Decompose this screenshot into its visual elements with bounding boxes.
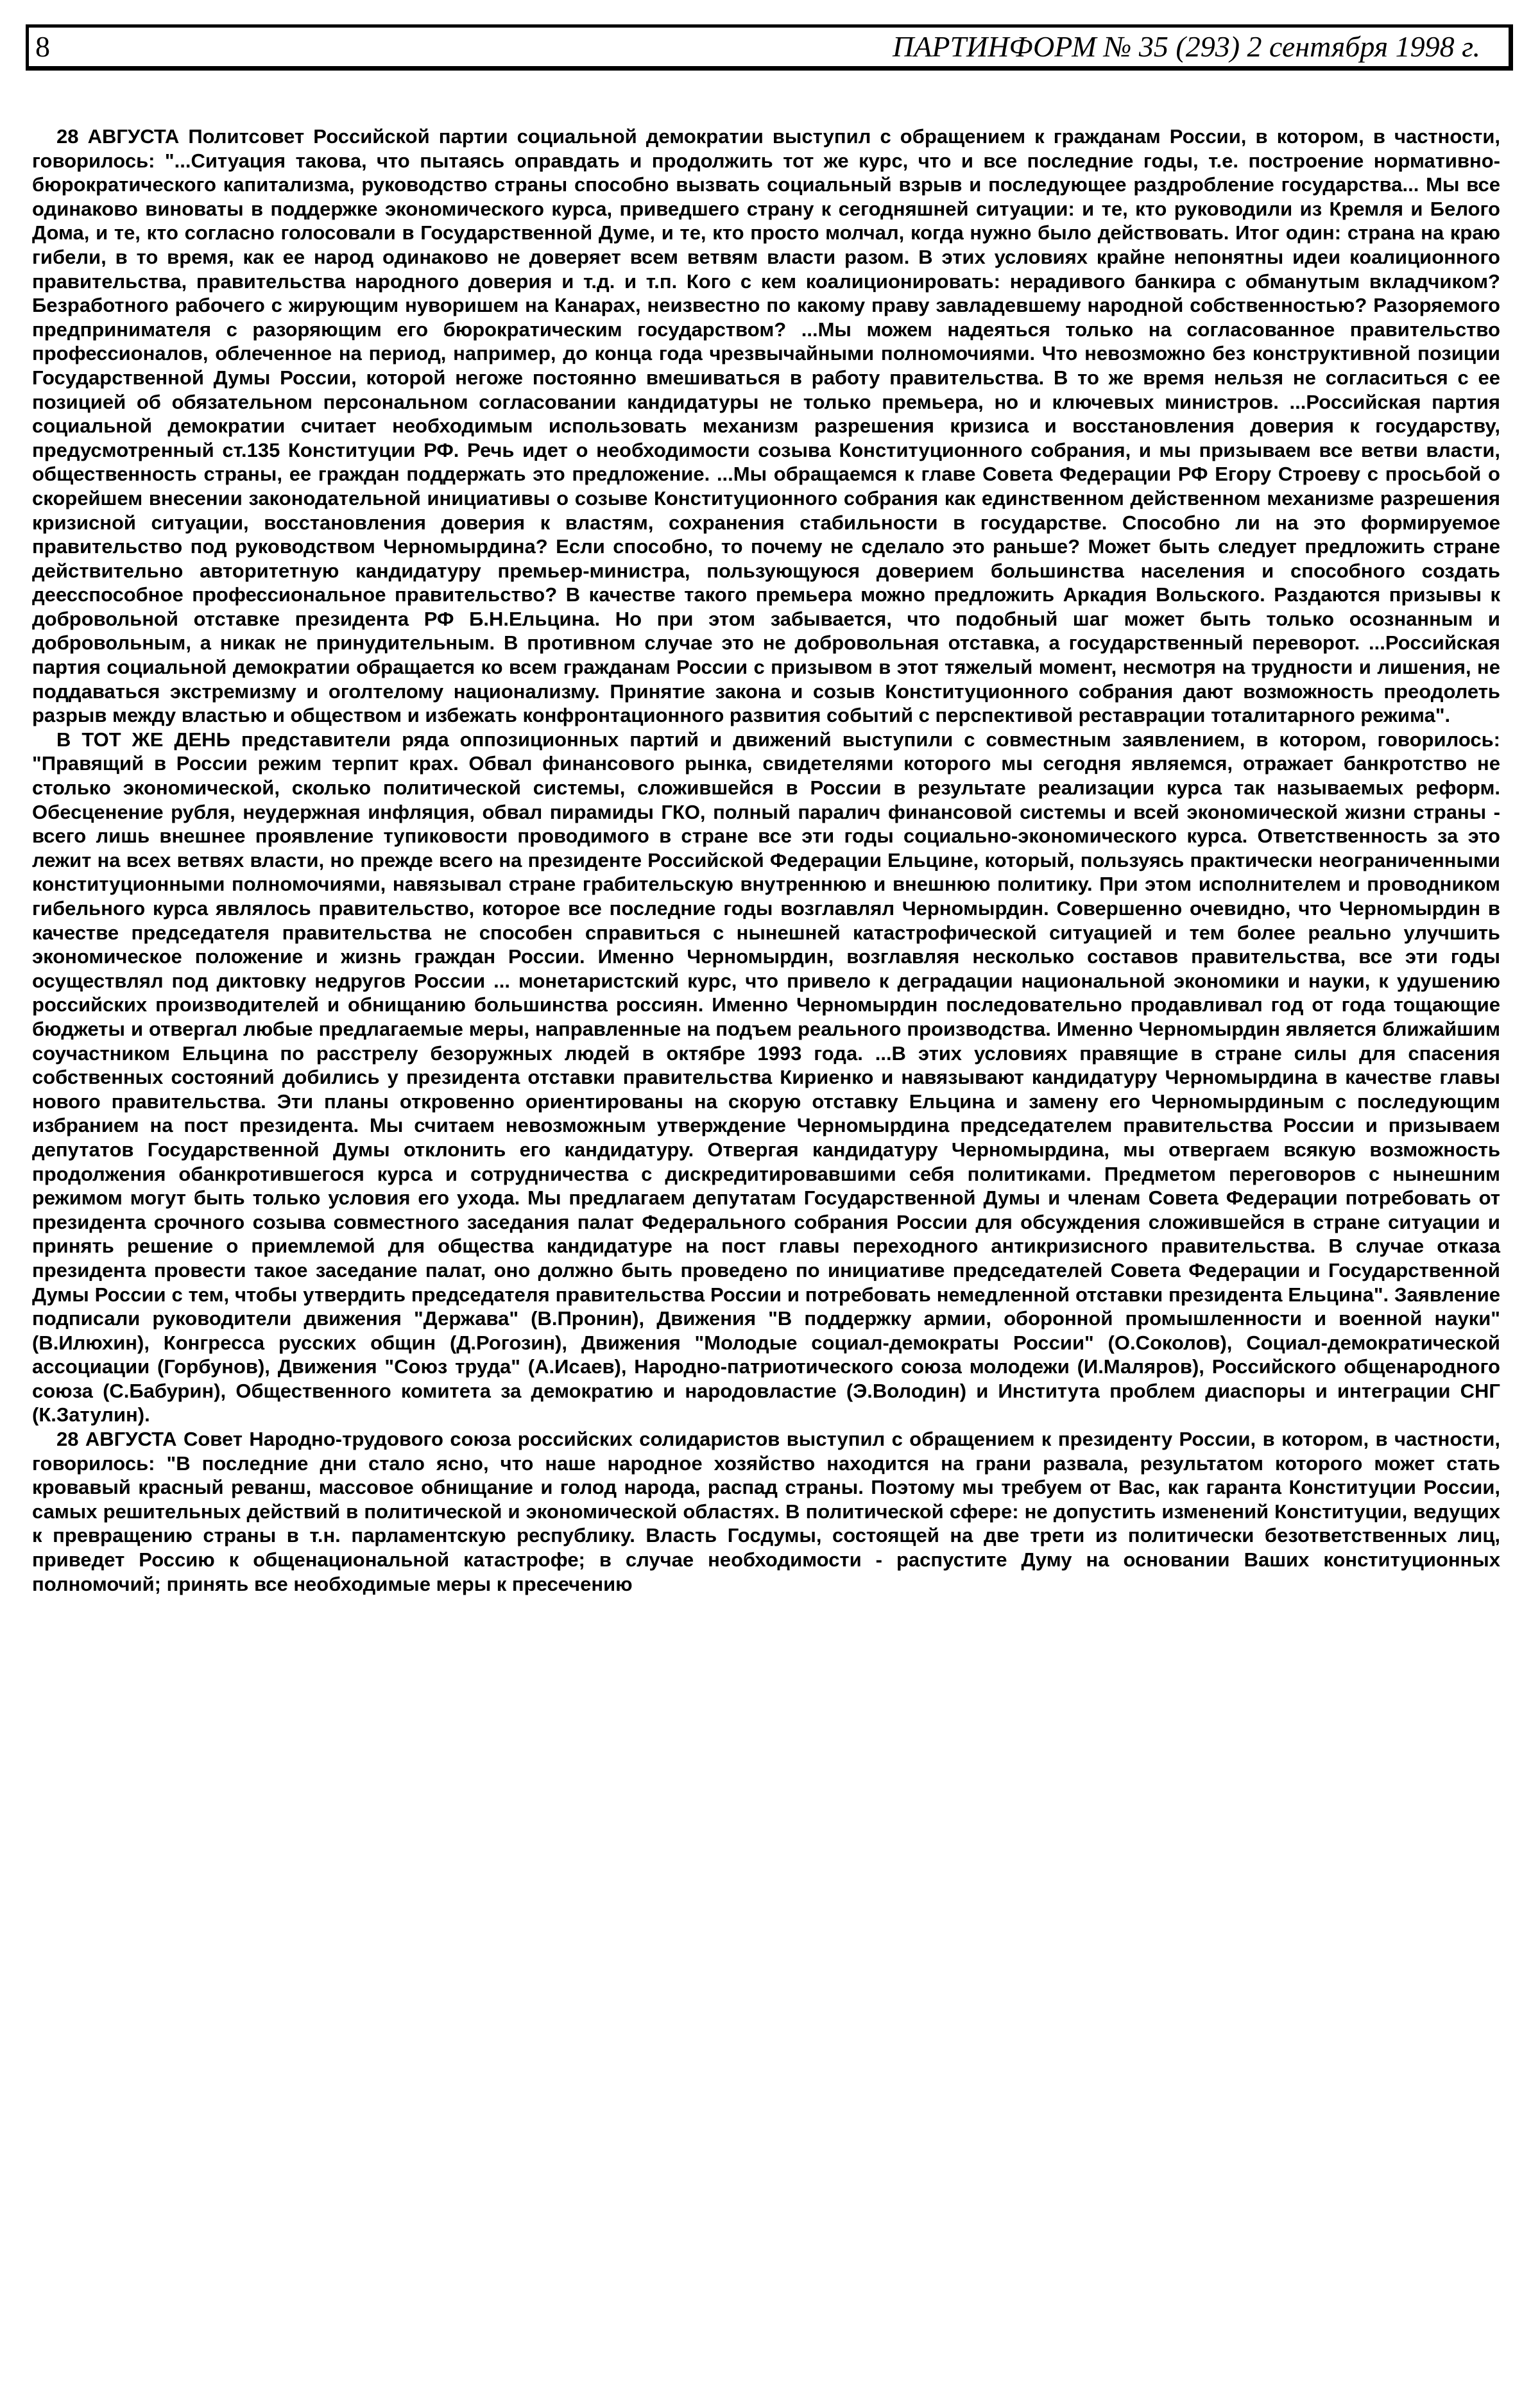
paragraph-lead: 28 АВГУСТА [56,125,180,148]
paragraph-lead: В ТОТ ЖЕ ДЕНЬ [56,728,230,751]
paragraph-text: представители ряда оппозиционных партий и движений выступили с совместным заявлением, в котором, говорилось: "Правящий в России режим терпит крах. Обвал финансового рынка, свидетелями которого мы сегодня являемся, отражает банкротство не столько экономической, сколько политической системы, сложившейся в России в результате реализации курса так называемых реформ. Обесценение рубля, неудержная инфляция, обвал пирамиды ГКО, полный паралич финансовой системы и всей экономической жизни страны - всего лишь внешнее проявление тупиковости проводимого в стране все эти годы социально-экономического курса. Ответственность за это лежит на всех ветвях власти, но прежде всего на президенте Российской Федерации Ельцине, который, пользуясь практически неограниченными конституционными полномочиями, навязывал стране грабительскую внутреннюю и внешнюю политику. При этом исполнителем и проводником гибельного курса являлось правительство, которое все последние годы возглавлял Черномырдин. Совершенно очевидно, что Черномырдин в качестве председателя правительства не способен справиться с нынешней катастрофической ситуацией и тем более реально улучшить экономическое положение и жизнь граждан России. Именно Черномырдин, возглавляя несколько составов правительства, все эти годы осуществлял под диктовку недругов России ... монетаристский курс, что привело к деградации национальной экономики и науки, к удушению российских производителей и обнищанию большинства россиян. Именно Черномырдин последовательно продавливал год от года тощающие бюджеты и отвергал любые предлагаемые меры, направленные на подъем реального производства. Именно Черномырдин является ближайшим соучастником Ельцина по расстрелу безоружных людей в октябре 1993 года. ...В этих условиях правящие в стране силы для спасения собственных состояний добились у президента отставки правительства Кириенко и навязывают кандидатуру Черномырдина в качестве главы нового правительства. Эти планы откровенно ориентированы на скорую отставку Ельцина и замену его Черномырдиным с последующим избранием на пост президента. Мы считаем невозможным утверждение Черномырдина председателем правительства России и призываем депутатов Государственной Думы отклонить его кандидатуру. Отвергая кандидатуру Черномырдина, мы отвергаем всякую возможность продолжения обанкротившегося курса и сотрудничества с дискредитировавшими себя политиками. Предметом переговоров с нынешним режимом могут быть только условия его ухода. Мы предлагаем депутатам Государственной Думы и членам Совета Федерации потребовать от президента срочного созыва совместного заседания палат Федерального собрания России для обсуждения сложившейся в стране ситуации и принять решение о приемлемой для общества кандидатуре на пост главы переходного антикризисного правительства. В случае отказа президента провести такое заседание палат, оно должно быть проведено по инициативе председателей Совета Федерации и Государственной Думы России с тем, чтобы утвердить председателя правительства России и потребовать немедленной отставки президента Ельцина". Заявление подписали руководители движения "Держава" (В.Пронин), Движения "В поддержку армии, оборонной промышленности и военной науки" (В.Илюхин), Конгресса русских общин (Д.Рогозин), Движения "Молодые социал-демократы России" (О.Соколов), Социал-демократической ассоциации (Горбунов), Движения "Союз труда" (А.Исаев), Народно-патриотического союза молодежи (И.Маляров), Российского общенародного союза (С.Бабурин), Общественного комитета за демократию и народовластие (Э.Володин) и Института проблем диаспоры и интеграции СНГ (К.Затулин). [32,728,1500,1427]
paragraph-text: Совет Народно-трудового союза российских солидаристов выступил с обращением к президенту России, в котором, в частности, говорилось: "В последние дни стало ясно, что наше народное хозяйство находится на грани развала, результатом которого может стать кровавый красный реванш, массовое обнищание и голод народа, распад страны. Поэтому мы требуем от Вас, как гаранта Конституции России, самых решительных действий в политической и экономической областях. В политической сфере: не допустить изменений Конституции, ведущих к превращению страны в т.н. парламентскую республику. Власть Госдумы, состоящей на две трети из политически безответственных лиц, приведет Россию к общенациональной катастрофе; в случае необходимости - распустите Думу на основании Ваших конституционных полномочий; принять все необходимые меры к пресечению [32,1428,1500,1595]
article-body [32,124,1500,1596]
paragraph-text: Политсовет Российской партии социальной демократии выступил с обращением к гражданам России, в котором, в частности, говорилось: "...Ситуация такова, что пытаясь оправдать и продолжить тот же курс, что и все последние годы, т.е. построение нормативно-бюрократического капитализма, руководство страны способно вызвать социальный взрыв и последующее раздробление государства... Мы все одинаково виноваты в поддержке экономического курса, приведшего страну к сегодняшней ситуации: и те, кто руководили из Кремля и Белого Дома, и те, кто согласно голосовали в Государственной Думе, и те, кто просто молчал, когда нужно было действовать. Итог один: страна на краю гибели, в то время, как ее народ одинаково не доверяет всем ветвям власти разом. В этих условиях крайне непонятны идеи коалиционного правительства, правительства народного доверия и т.д. и т.п. Кого с кем коалиционировать: нерадивого банкира с обманутым вкладчиком? Безработного рабочего с жирующим нуворишем на Канарах, неизвестно по какому праву завладевшему народной собственностью? Разоряемого предпринимателя с разоряющим его бюрократическим государством? ...Мы можем надеяться только на согласованное правительство профессионалов, облеченное на период, например, до конца года чрезвычайными полномочиями. Что невозможно без конструктивной позиции Государственной Думы России, которой негоже постоянно вмешиваться в работу правительства. В то же время нельзя не согласиться с ее позицией об обязательном персональном согласовании кандидатуры не только премьера, но и ключевых министров. ...Российская партия социальной демократии считает необходимым использовать механизм разрешения кризиса и восстановления доверия к государству, предусмотренный ст.135 Конституции РФ. Речь идет о необходимости созыва Конституционного собрания, и мы призываем все ветви власти, общественность страны, ее граждан поддержать это предложение. ...Мы обращаемся к главе Совета Федерации РФ Егору Строеву с просьбой о скорейшем внесении законодательной инициативы о созыве Конституционного собрания как единственном действенном механизме разрешения кризисной ситуации, восстановления доверия к властям, сохранения стабильности в государстве. Способно ли на это формируемое правительство под руководством Черномырдина? Если способно, то почему не сделало это раньше? Может быть следует предложить стране действительно авторитетную кандидатуру премьер-министра, пользующуюся доверием большинства населения и способного создать деесспособное профессиональное правительство? В качестве такого премьера можно предложить Аркадия Вольского. Раздаются призывы к добровольной отставке президента РФ Б.Н.Ельцина. Но при этом забывается, что подобный шаг может быть только осознанным и добровольным, а никак не принудительным. В противном случае это не добровольная отставка, а государственный переворот. ...Российская партия социальной демократии обращается ко всем гражданам России с призывом в этот тяжелый момент, несмотря на трудности и лишения, не поддаваться экстремизму и оголтелому национализму. Принятие закона и созыв Конституционного собрания дают возможность преодолеть разрыв между властью и обществом и избежать конфронтационного развития событий с перспективой реставрации тоталитарного режима". [32,125,1500,727]
page-number: 8 [35,30,50,63]
page-header [26,24,1513,71]
paragraph [32,728,1500,1427]
paragraph-lead: 28 АВГУСТА [56,1428,177,1451]
issue-title: ПАРТИНФОРМ № 35 (293) 2 сентября 1998 г. [893,30,1480,63]
paragraph [32,124,1500,728]
paragraph [32,1427,1500,1596]
